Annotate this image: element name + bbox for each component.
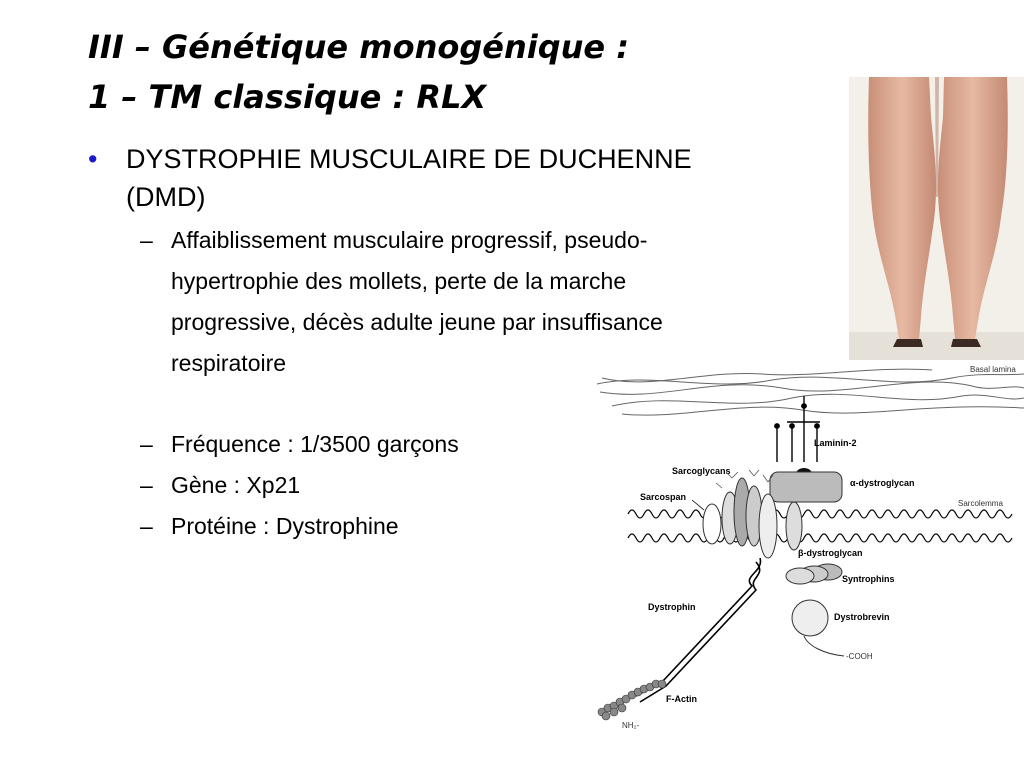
sarcolemma-membrane [628,510,1012,542]
dash-marker: – [140,431,153,457]
label-syntrophins: Syntrophins [842,574,895,584]
cytoplasmic-proteins [786,564,842,636]
dash-marker: – [140,472,153,498]
calves-illustration [849,77,1024,360]
label-dystrobrevin: Dystrobrevin [834,612,890,622]
title-line-2: 1 – TM classique : RLX [88,78,487,116]
membrane-schematic [592,362,1024,734]
bullet-marker: • [88,144,98,174]
label-beta-dystroglycan: β-dystroglycan [798,548,863,558]
symptoms-line-2: hypertrophie des mollets, perte de la marche [171,268,627,294]
label-sarcolemma: Sarcolemma [958,499,1003,508]
f-actin [598,680,666,720]
protein-text: Protéine : Dystrophine [171,513,399,539]
dystrophin-complex-diagram [592,362,1024,734]
sub-bullet-symptoms [88,220,848,384]
label-f-actin: F-Actin [666,694,697,704]
laminin-structure [775,396,820,462]
alpha-dystroglycan-block [770,472,842,502]
calves-photo [849,77,1024,360]
symptoms-line-1: Affaiblissement musculaire progressif, pseudo- [171,227,648,253]
symptoms-line-3: progressive, décès adulte jeune par insuffisance [171,309,663,335]
label-sarcospan: Sarcospan [640,492,687,502]
slide-title [88,22,788,122]
label-nh2: NH₂- [622,721,640,730]
dash-marker: – [140,513,153,539]
title-line-1: III – Génétique monogénique : [88,28,630,66]
basal-lamina-fibers [597,369,1024,415]
label-alpha-dystroglycan: α-dystroglycan [850,478,915,488]
main-bullet [88,140,848,216]
frequency-text: Fréquence : 1/3500 garçons [171,431,459,457]
symptoms-line-4: respiratoire [171,350,287,376]
label-laminin: Laminin-2 [814,438,857,448]
label-cooh: -COOH [846,652,873,661]
label-basal-lamina: Basal lamina [970,365,1016,374]
main-bullet-line-1: DYSTROPHIE MUSCULAIRE DE DUCHENNE [126,144,692,174]
label-sarcoglycans: Sarcoglycans [672,466,731,476]
label-dystrophin: Dystrophin [648,602,696,612]
dash-marker: – [140,227,153,253]
gene-text: Gène : Xp21 [171,472,301,498]
main-bullet-line-2: (DMD) [126,182,206,212]
